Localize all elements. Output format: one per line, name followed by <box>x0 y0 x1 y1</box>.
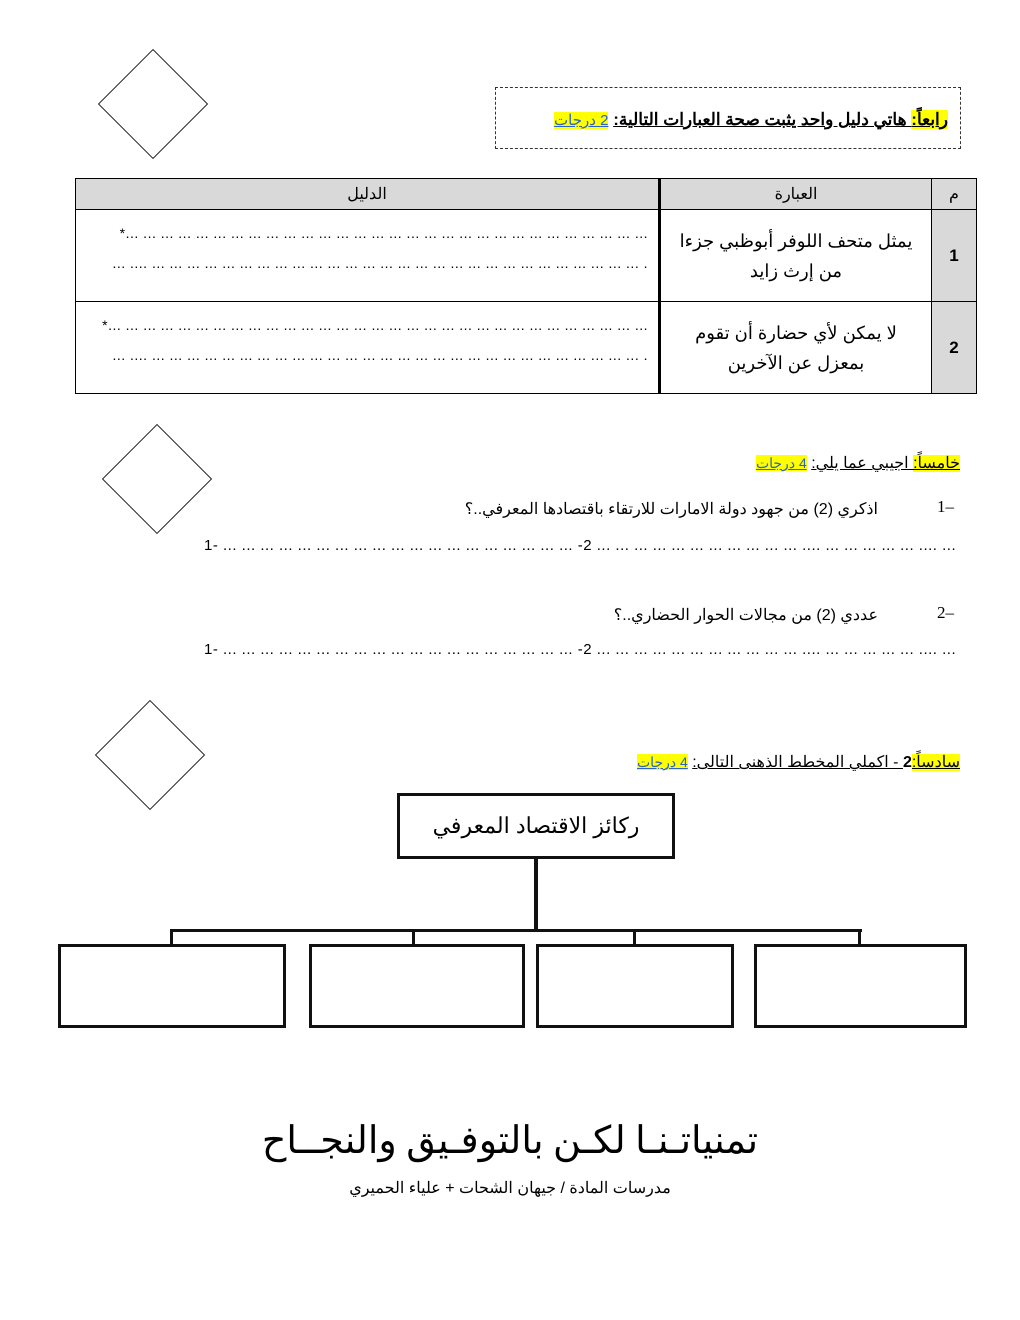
mindmap-root-label: ركائز الاقتصاد المعرفي <box>432 813 640 838</box>
row-num: 2 <box>932 302 977 394</box>
q4-heading <box>495 87 961 149</box>
q5-heading <box>460 453 960 473</box>
mindmap-answer-box-4[interactable] <box>754 944 967 1028</box>
connector-bar <box>170 929 862 932</box>
table-row <box>76 302 977 394</box>
table-row <box>76 210 977 302</box>
score-diamond-q5 <box>102 424 212 534</box>
q5-item-1-num: 1– <box>937 497 954 516</box>
q5-item-2-num: 2– <box>937 603 954 622</box>
row-statement: لا يمكن لأي حضارة أن تقوم بمعزل عن الآخرين <box>660 302 932 394</box>
q4-text: هاتي دليل واحد يثبت صحة العبارات التالية: <box>613 110 912 129</box>
header-evidence: الدليل <box>76 179 660 210</box>
q5-item-1-question: اذكري (2) من جهود دولة الامارات للارتقاء باقتصادها المعرفي..؟ <box>464 501 878 518</box>
row-statement: يمثل متحف اللوفر أبوظبي جزءا من إرث زايد <box>660 210 932 302</box>
mindmap-answer-box-3[interactable] <box>536 944 734 1028</box>
header-statement: العبارة <box>660 179 932 210</box>
footer-wish: تمنياتـنـا لكـن بالتوفـيق والنجــاح <box>261 1120 759 1162</box>
score-diamond-q4 <box>98 49 208 159</box>
q5-text: اجيبي عما يلي: <box>811 455 914 472</box>
footer-teachers: مدرسات المادة / جيهان الشحات + علياء الحميري <box>349 1180 671 1197</box>
mindmap-root <box>397 793 675 859</box>
evidence-line-1: *... ... ... ... ... ... ... ... ... ... ... ... ... ... ... ... ... ... ... ... ... ... ... ... ... ... ... ... ... ... ... <box>102 317 648 333</box>
row-num: 1 <box>932 210 977 302</box>
row-evidence[interactable] <box>76 302 660 394</box>
q5-item-2-answer[interactable]: 1- ... ... ... ... ... ... ... ... ... ... ... ... ... ... ... ... ... ... ... -2 ... ... ... ... ... ... ... ... ... ... ... .... ... ... ... ... ... .... ... <box>204 641 956 658</box>
q5-item-2-question: عددي (2) من مجالات الحوار الحضاري..؟ <box>613 607 878 624</box>
header-num: م <box>932 179 977 210</box>
mindmap-answer-box-1[interactable] <box>58 944 286 1028</box>
score-diamond-q6 <box>95 700 205 810</box>
q6-points: 4 درجات <box>637 754 688 770</box>
q4-label: رابعاً: <box>911 110 948 129</box>
table-header-row <box>76 179 977 210</box>
q5-item-1-answer[interactable]: 1- ... ... ... ... ... ... ... ... ... ... ... ... ... ... ... ... ... ... ... -2 ... ... ... ... ... ... ... ... ... ... ... .... ... ... ... ... ... .... ... <box>204 537 956 554</box>
evidence-line-2: ... .... ... ... ... ... ... ... ... ... ... ... ... ... ... ... ... ... ... ... ... ... ... ... ... ... ... ... ... ... . <box>112 347 648 363</box>
connector-trunk <box>534 859 538 929</box>
q5-points: 4 درجات <box>755 455 807 471</box>
q6-heading <box>460 752 960 772</box>
q6-label: سادساً: <box>911 754 960 771</box>
q6-num: 2 <box>902 754 912 771</box>
evidence-line-1: *... ... ... ... ... ... ... ... ... ... ... ... ... ... ... ... ... ... ... ... ... ... ... ... ... ... ... ... ... ... <box>119 225 648 241</box>
mindmap-answer-box-2[interactable] <box>309 944 525 1028</box>
row-evidence[interactable] <box>76 210 660 302</box>
q4-table <box>75 178 977 394</box>
q6-text: - اكملي المخطط الذهنى التالى: <box>692 754 903 771</box>
q5-label: خامساً: <box>913 455 960 472</box>
evidence-line-2: ... .... ... ... ... ... ... ... ... ... ... ... ... ... ... ... ... ... ... ... ... ... ... ... ... ... ... ... ... ... . <box>112 255 648 271</box>
q4-points: 2 درجات <box>554 112 609 129</box>
